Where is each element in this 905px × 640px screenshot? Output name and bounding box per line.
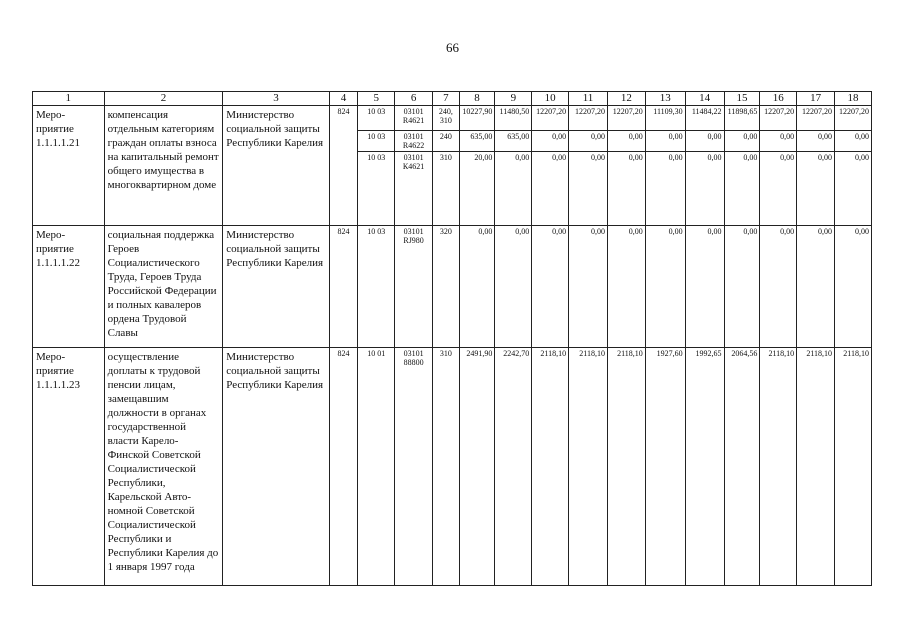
- header-row: [33, 92, 872, 106]
- amount-col-11: [569, 106, 608, 226]
- amount-col-14: [685, 348, 724, 586]
- vr-code-value: 240: [433, 131, 459, 152]
- executor: Министерство социальной защиты Республики Карелия: [223, 106, 329, 226]
- amount-col-17: [797, 106, 835, 226]
- amount-col-16: [760, 106, 797, 226]
- amount-col-15: [724, 226, 760, 348]
- amount-col-14: [685, 106, 724, 226]
- grbs-value: 824: [337, 107, 350, 116]
- event-description: осуществление доплаты к трудовой пенсии лицам, замещавшим должности в органах государственной власти Карело-Финской Советской Социалистической Республики, Карельской Авто-номной Советской Социалистической Республики и Республики Карелия до 1 января 1997 года: [104, 348, 223, 586]
- amount-col-9: [495, 106, 532, 226]
- amount-col-18: [835, 226, 872, 348]
- amount-col-8: [459, 226, 495, 348]
- amount-col-12: [607, 226, 645, 348]
- amount-col-15-value: 2064,56: [731, 349, 758, 358]
- vr-code-value: 320: [439, 227, 452, 236]
- amount-col-12-value: 0,00: [628, 227, 643, 236]
- amount-col-14-value: 0,00: [707, 227, 722, 236]
- rzpr-code-value: 10 01: [367, 349, 386, 358]
- amount-col-9: [495, 226, 532, 348]
- table-row: [33, 226, 872, 348]
- grbs-code: [329, 348, 358, 586]
- csr-code-value: 03101 RJ980: [403, 227, 424, 245]
- event-code: Меро- приятие 1.1.1.1.22: [33, 226, 105, 348]
- amount-col-9: [495, 348, 532, 586]
- amount-col-15: [724, 348, 760, 586]
- amount-col-8-value: 2491,90: [466, 349, 493, 358]
- amount-col-13-value: 0,00: [646, 131, 685, 152]
- column-header-17: 17: [797, 92, 835, 106]
- rzpr-code: [358, 348, 395, 586]
- column-header-13: 13: [645, 92, 685, 106]
- amount-col-12-value: 0,00: [628, 153, 643, 162]
- amount-col-8: [459, 106, 495, 226]
- amount-col-16-value: 0,00: [760, 131, 796, 152]
- csr-code-value: 03101 88800: [403, 349, 424, 367]
- amount-col-8-value: 20,00: [474, 153, 493, 162]
- rzpr-code: [358, 226, 395, 348]
- rzpr-code-value: 10 03: [367, 227, 386, 236]
- amount-col-18: [835, 348, 872, 586]
- amount-col-11: [569, 348, 608, 586]
- grbs-value: 824: [337, 349, 350, 358]
- table-row: [33, 106, 872, 226]
- column-header-14: 14: [685, 92, 724, 106]
- event-code: Меро- приятие 1.1.1.1.23: [33, 348, 105, 586]
- amount-col-8-value: 635,00: [460, 131, 495, 152]
- vr-code: [433, 226, 460, 348]
- amount-col-18: [835, 106, 872, 226]
- amount-col-8-value: 0,00: [478, 227, 493, 236]
- amount-col-16: [760, 226, 797, 348]
- amount-col-16-value: 0,00: [780, 153, 795, 162]
- amount-col-10-value: 0,00: [552, 227, 567, 236]
- amount-col-13-value: 0,00: [668, 227, 683, 236]
- column-header-7: 7: [433, 92, 460, 106]
- amount-col-11-value: 2118,10: [579, 349, 605, 358]
- amount-col-14: [685, 226, 724, 348]
- column-header-16: 16: [760, 92, 797, 106]
- column-header-10: 10: [532, 92, 569, 106]
- amount-col-12-value: 0,00: [608, 131, 645, 152]
- event-description: компенсация отдельным категориям граждан оплаты взноса на капитальный ремонт общего имущества в многоквартирном доме: [104, 106, 223, 226]
- amount-col-13-value: 11109,30: [646, 106, 685, 131]
- amount-col-18-value: 12207,20: [835, 106, 871, 131]
- amount-col-9-value: 2242,70: [503, 349, 530, 358]
- amount-col-10-value: 12207,20: [532, 106, 568, 131]
- amount-col-17-value: 0,00: [818, 227, 833, 236]
- amount-col-15-value: 11898,65: [725, 106, 760, 131]
- amount-col-17-value: 0,00: [797, 131, 834, 152]
- amount-col-16-value: 0,00: [780, 227, 795, 236]
- amount-col-17: [797, 226, 835, 348]
- csr-code: [395, 226, 433, 348]
- rzpr-code-value: 10 03: [358, 106, 394, 131]
- column-header-15: 15: [724, 92, 760, 106]
- vr-code-value: 310: [439, 153, 452, 162]
- amount-col-18-value: 2118,10: [843, 349, 869, 358]
- vr-code-value: 240, 310: [433, 106, 459, 131]
- column-header-3: 3: [223, 92, 329, 106]
- amount-col-9-value: 11480,50: [495, 106, 531, 131]
- page-number: 66: [446, 40, 459, 55]
- amount-col-12: [607, 106, 645, 226]
- vr-code-value: 310: [439, 349, 452, 358]
- amount-col-13: [645, 226, 685, 348]
- amount-col-16-value: 12207,20: [760, 106, 796, 131]
- column-header-8: 8: [459, 92, 495, 106]
- amount-col-15-value: 0,00: [743, 227, 758, 236]
- csr-code: [395, 348, 433, 586]
- amount-col-11-value: 12207,20: [569, 106, 607, 131]
- amount-col-10-value: 2118,10: [540, 349, 567, 358]
- amount-col-11: [569, 226, 608, 348]
- event-description: социальная поддержка Героев Социалистического Труда, Героев Труда Российской Федерации и полных кавалеров ордена Трудовой Славы: [104, 226, 223, 348]
- amount-col-11-value: 0,00: [590, 153, 605, 162]
- vr-code: [433, 106, 460, 226]
- csr-code: [395, 106, 433, 226]
- vr-code: [433, 348, 460, 586]
- amount-col-15: [724, 106, 760, 226]
- column-header-6: 6: [395, 92, 433, 106]
- budget-table: [32, 91, 872, 586]
- event-code: Меро- приятие 1.1.1.1.21: [33, 106, 105, 226]
- amount-col-10-value: 0,00: [552, 153, 567, 162]
- amount-col-15-value: 0,00: [743, 153, 758, 162]
- csr-code-value: 03101 R4622: [395, 131, 432, 152]
- column-header-2: 2: [104, 92, 223, 106]
- column-header-5: 5: [358, 92, 395, 106]
- amount-col-11-value: 0,00: [569, 131, 607, 152]
- amount-col-16-value: 2118,10: [768, 349, 795, 358]
- amount-col-14-value: 1992,65: [695, 349, 722, 358]
- amount-col-8-value: 10227,90: [460, 106, 495, 131]
- amount-col-10: [532, 348, 569, 586]
- amount-col-9-value: 0,00: [515, 227, 530, 236]
- rzpr-code: [358, 106, 395, 226]
- amount-col-12-value: 2118,10: [617, 349, 643, 358]
- amount-col-11-value: 0,00: [590, 227, 605, 236]
- rzpr-code-value: 10 03: [358, 131, 394, 152]
- amount-col-13-value: 0,00: [668, 153, 683, 162]
- executor: Министерство социальной защиты Республики Карелия: [223, 348, 329, 586]
- amount-col-12: [607, 348, 645, 586]
- amount-col-18-value: 0,00: [835, 131, 871, 152]
- csr-code-value: 03101 К4621: [402, 153, 425, 171]
- amount-col-12-value: 12207,20: [608, 106, 645, 131]
- amount-col-18-value: 0,00: [855, 153, 869, 162]
- column-header-12: 12: [607, 92, 645, 106]
- amount-col-14-value: 0,00: [707, 153, 722, 162]
- executor: Министерство социальной защиты Республики Карелия: [223, 226, 329, 348]
- amount-col-10: [532, 226, 569, 348]
- amount-col-13: [645, 106, 685, 226]
- amount-col-14-value: 11484,22: [686, 106, 724, 131]
- column-header-4: 4: [329, 92, 358, 106]
- column-header-18: 18: [835, 92, 872, 106]
- table-row: [33, 348, 872, 586]
- amount-col-10-value: 0,00: [532, 131, 568, 152]
- grbs-value: 824: [337, 227, 350, 236]
- amount-col-10: [532, 106, 569, 226]
- amount-col-13-value: 1927,60: [656, 349, 683, 358]
- amount-col-17-value: 12207,20: [797, 106, 834, 131]
- amount-col-18-value: 0,00: [855, 227, 869, 236]
- amount-col-17: [797, 348, 835, 586]
- rzpr-code-value: 10 03: [367, 153, 386, 162]
- amount-col-9-value: 0,00: [515, 153, 530, 162]
- grbs-code: [329, 226, 358, 348]
- amount-col-15-value: 0,00: [725, 131, 760, 152]
- amount-col-8: [459, 348, 495, 586]
- amount-col-9-value: 635,00: [495, 131, 531, 152]
- amount-col-13: [645, 348, 685, 586]
- column-header-11: 11: [569, 92, 608, 106]
- grbs-code: [329, 106, 358, 226]
- amount-col-14-value: 0,00: [686, 131, 724, 152]
- amount-col-17-value: 0,00: [818, 153, 833, 162]
- amount-col-17-value: 2118,10: [806, 349, 833, 358]
- column-header-1: 1: [33, 92, 105, 106]
- amount-col-16: [760, 348, 797, 586]
- csr-code-value: 03101 R4621: [395, 106, 432, 131]
- column-header-9: 9: [495, 92, 532, 106]
